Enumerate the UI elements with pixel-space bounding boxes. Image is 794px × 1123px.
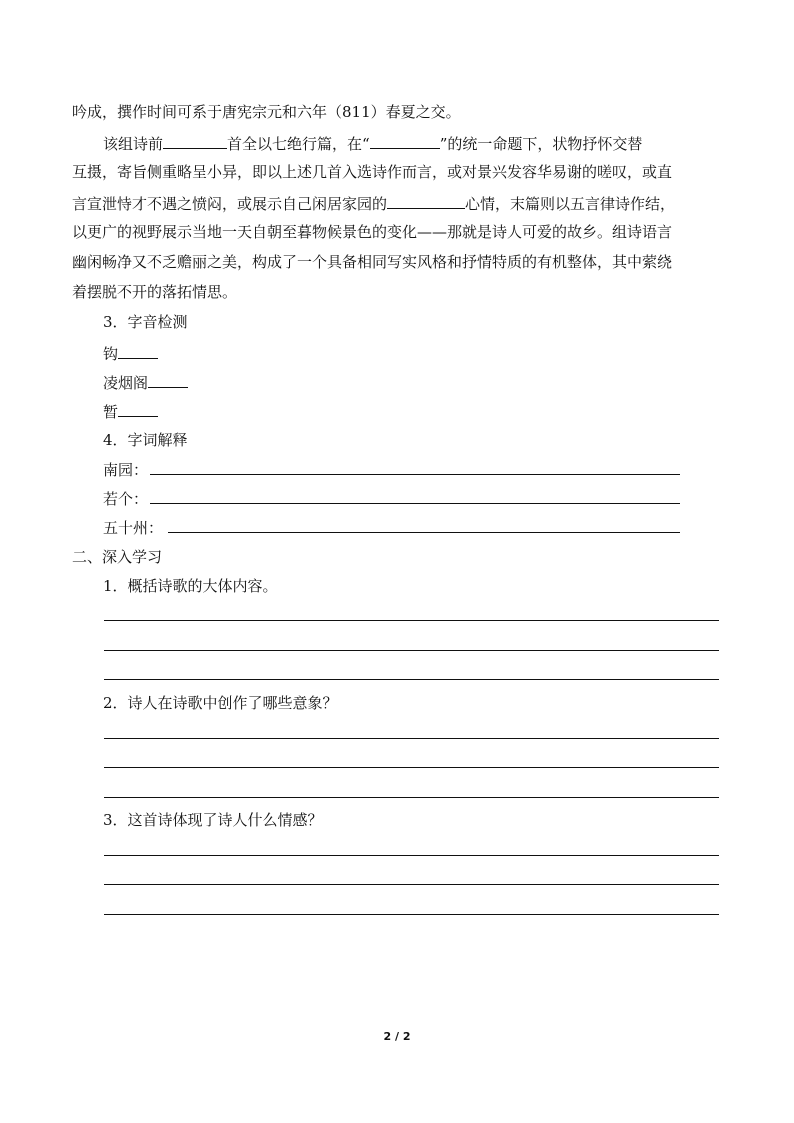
text-fragment: 言宣泄恃才不遇之愤闷，或展示自己闲居家园的 — [72, 195, 388, 213]
answer-line[interactable] — [104, 738, 719, 739]
term-label: 若个： — [103, 490, 149, 508]
paragraph-line — [72, 192, 675, 214]
paragraph-line: 以更广的视野展示当地一天自朝至暮物候景色的变化——那就是诗人可爱的故乡。组诗语言 — [72, 223, 673, 241]
answer-line[interactable] — [104, 855, 719, 856]
text-fragment: 该组诗前 — [103, 135, 164, 153]
answer-line[interactable] — [104, 650, 719, 651]
paragraph-line: 着摆脱不开的落拓情思。 — [72, 283, 238, 301]
answer-line[interactable] — [104, 620, 719, 621]
section-title: 3．字音检测 — [103, 313, 188, 331]
pinyin-word: 暂 — [103, 403, 119, 421]
fill-blank[interactable] — [387, 192, 465, 209]
pinyin-blank[interactable] — [118, 400, 158, 417]
pinyin-word: 钩 — [103, 345, 119, 363]
text-fragment: 首全以七绝行篇，在“ — [227, 135, 370, 153]
fill-blank[interactable] — [163, 132, 227, 149]
page-number: 2 / 2 — [383, 1030, 411, 1043]
paragraph-line: 互摄，寄旨侧重略呈小异，即以上述几首入选诗作而言，或对景兴发容华易谢的嗟叹，或直 — [72, 163, 673, 181]
pinyin-blank[interactable] — [118, 342, 158, 359]
question: 3．这首诗体现了诗人什么情感？ — [103, 811, 323, 829]
pinyin-item — [103, 342, 158, 364]
text-fragment: 心情，末篇则以五言律诗作结， — [465, 195, 676, 213]
section-title: 4．字词解释 — [103, 431, 188, 449]
pinyin-blank[interactable] — [148, 371, 188, 388]
question: 1．概括诗歌的大体内容。 — [103, 577, 278, 595]
answer-line[interactable] — [104, 797, 719, 798]
answer-line[interactable] — [168, 532, 680, 533]
paragraph-line: 吟成，撰作时间可系于唐宪宗元和六年（811）春夏之交。 — [72, 103, 461, 121]
paragraph-line — [103, 132, 642, 154]
paragraph-line: 幽闲畅净又不乏赡丽之美，构成了一个具备相同写实风格和抒情特质的有机整体，其中萦绕 — [72, 253, 673, 271]
pinyin-word: 凌烟阁 — [103, 374, 149, 392]
text-fragment: ”的统一命题下，状物抒怀交替 — [439, 135, 643, 153]
answer-line[interactable] — [104, 884, 719, 885]
answer-line[interactable] — [104, 767, 719, 768]
answer-line[interactable] — [150, 503, 680, 504]
part-heading: 二、深入学习 — [72, 548, 163, 566]
term-label: 南园： — [103, 461, 149, 479]
answer-line[interactable] — [104, 679, 719, 680]
answer-line[interactable] — [150, 474, 680, 475]
answer-line[interactable] — [104, 914, 719, 915]
fill-blank[interactable] — [370, 132, 440, 149]
pinyin-item — [103, 400, 158, 422]
pinyin-item — [103, 371, 188, 393]
question: 2．诗人在诗歌中创作了哪些意象？ — [103, 694, 338, 712]
term-label: 五十州： — [103, 519, 164, 537]
